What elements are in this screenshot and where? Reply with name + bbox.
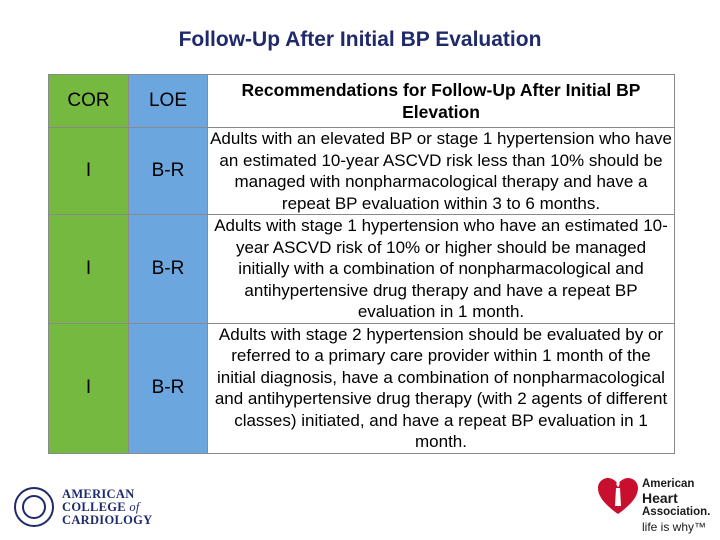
acc-seal-icon bbox=[14, 487, 54, 527]
row-cor: I bbox=[49, 323, 129, 453]
row-cor: I bbox=[49, 128, 129, 215]
acc-logo bbox=[14, 484, 164, 530]
recommendations-table bbox=[48, 74, 675, 454]
aha-tagline bbox=[642, 520, 706, 534]
aha-logo-text bbox=[642, 478, 710, 518]
heart-torch-icon bbox=[596, 476, 640, 516]
table-row bbox=[49, 128, 675, 215]
row-recommendation: Adults with stage 1 hypertension who have an estimated 10-year ASCVD risk of 10% or higher should be managed initially with a combination of nonpharmacological and antihypertensive drug therapy and have a repeat BP evaluation in 1 month. bbox=[208, 215, 675, 324]
table-row bbox=[49, 215, 675, 324]
row-cor: I bbox=[49, 215, 129, 324]
header-recommendation: Recommendations for Follow-Up After Initial BP Elevation bbox=[208, 75, 675, 128]
row-loe: B-R bbox=[129, 323, 208, 453]
table-header-row bbox=[49, 75, 675, 128]
acc-line1: AMERICAN bbox=[62, 486, 135, 501]
acc-line2a: COLLEGE bbox=[62, 499, 130, 514]
acc-line2b: of bbox=[129, 499, 140, 514]
aha-line1: American bbox=[642, 478, 695, 490]
aha-tagline-tm: ™ bbox=[694, 520, 707, 534]
header-cor: COR bbox=[49, 75, 129, 128]
row-recommendation: Adults with an elevated BP or stage 1 hypertension who have an estimated 10-year ASCVD risk less than 10% should be managed with nonpharmacological therapy and have a repeat BP evaluation within 3 to 6 months. bbox=[208, 128, 675, 215]
table-row bbox=[49, 323, 675, 453]
aha-tagline-text: life is why bbox=[642, 520, 695, 534]
aha-logo bbox=[594, 470, 716, 536]
row-loe: B-R bbox=[129, 128, 208, 215]
acc-logo-text bbox=[62, 488, 153, 527]
row-recommendation: Adults with stage 2 hypertension should be evaluated by or referred to a primary care provider within 1 month of the initial diagnosis, have a combination of nonpharmacological and antihypertensive drug therapy (with 2 agents of different classes) initiated, and have a repeat BP evaluation in 1 month. bbox=[208, 323, 675, 453]
acc-line2 bbox=[62, 501, 153, 514]
aha-line3: Association. bbox=[642, 505, 711, 518]
aha-line2: Heart bbox=[642, 489, 678, 506]
acc-line3: CARDIOLOGY bbox=[62, 512, 153, 527]
header-loe: LOE bbox=[129, 75, 208, 128]
page-title: Follow-Up After Initial BP Evaluation bbox=[178, 28, 542, 51]
row-loe: B-R bbox=[129, 215, 208, 324]
